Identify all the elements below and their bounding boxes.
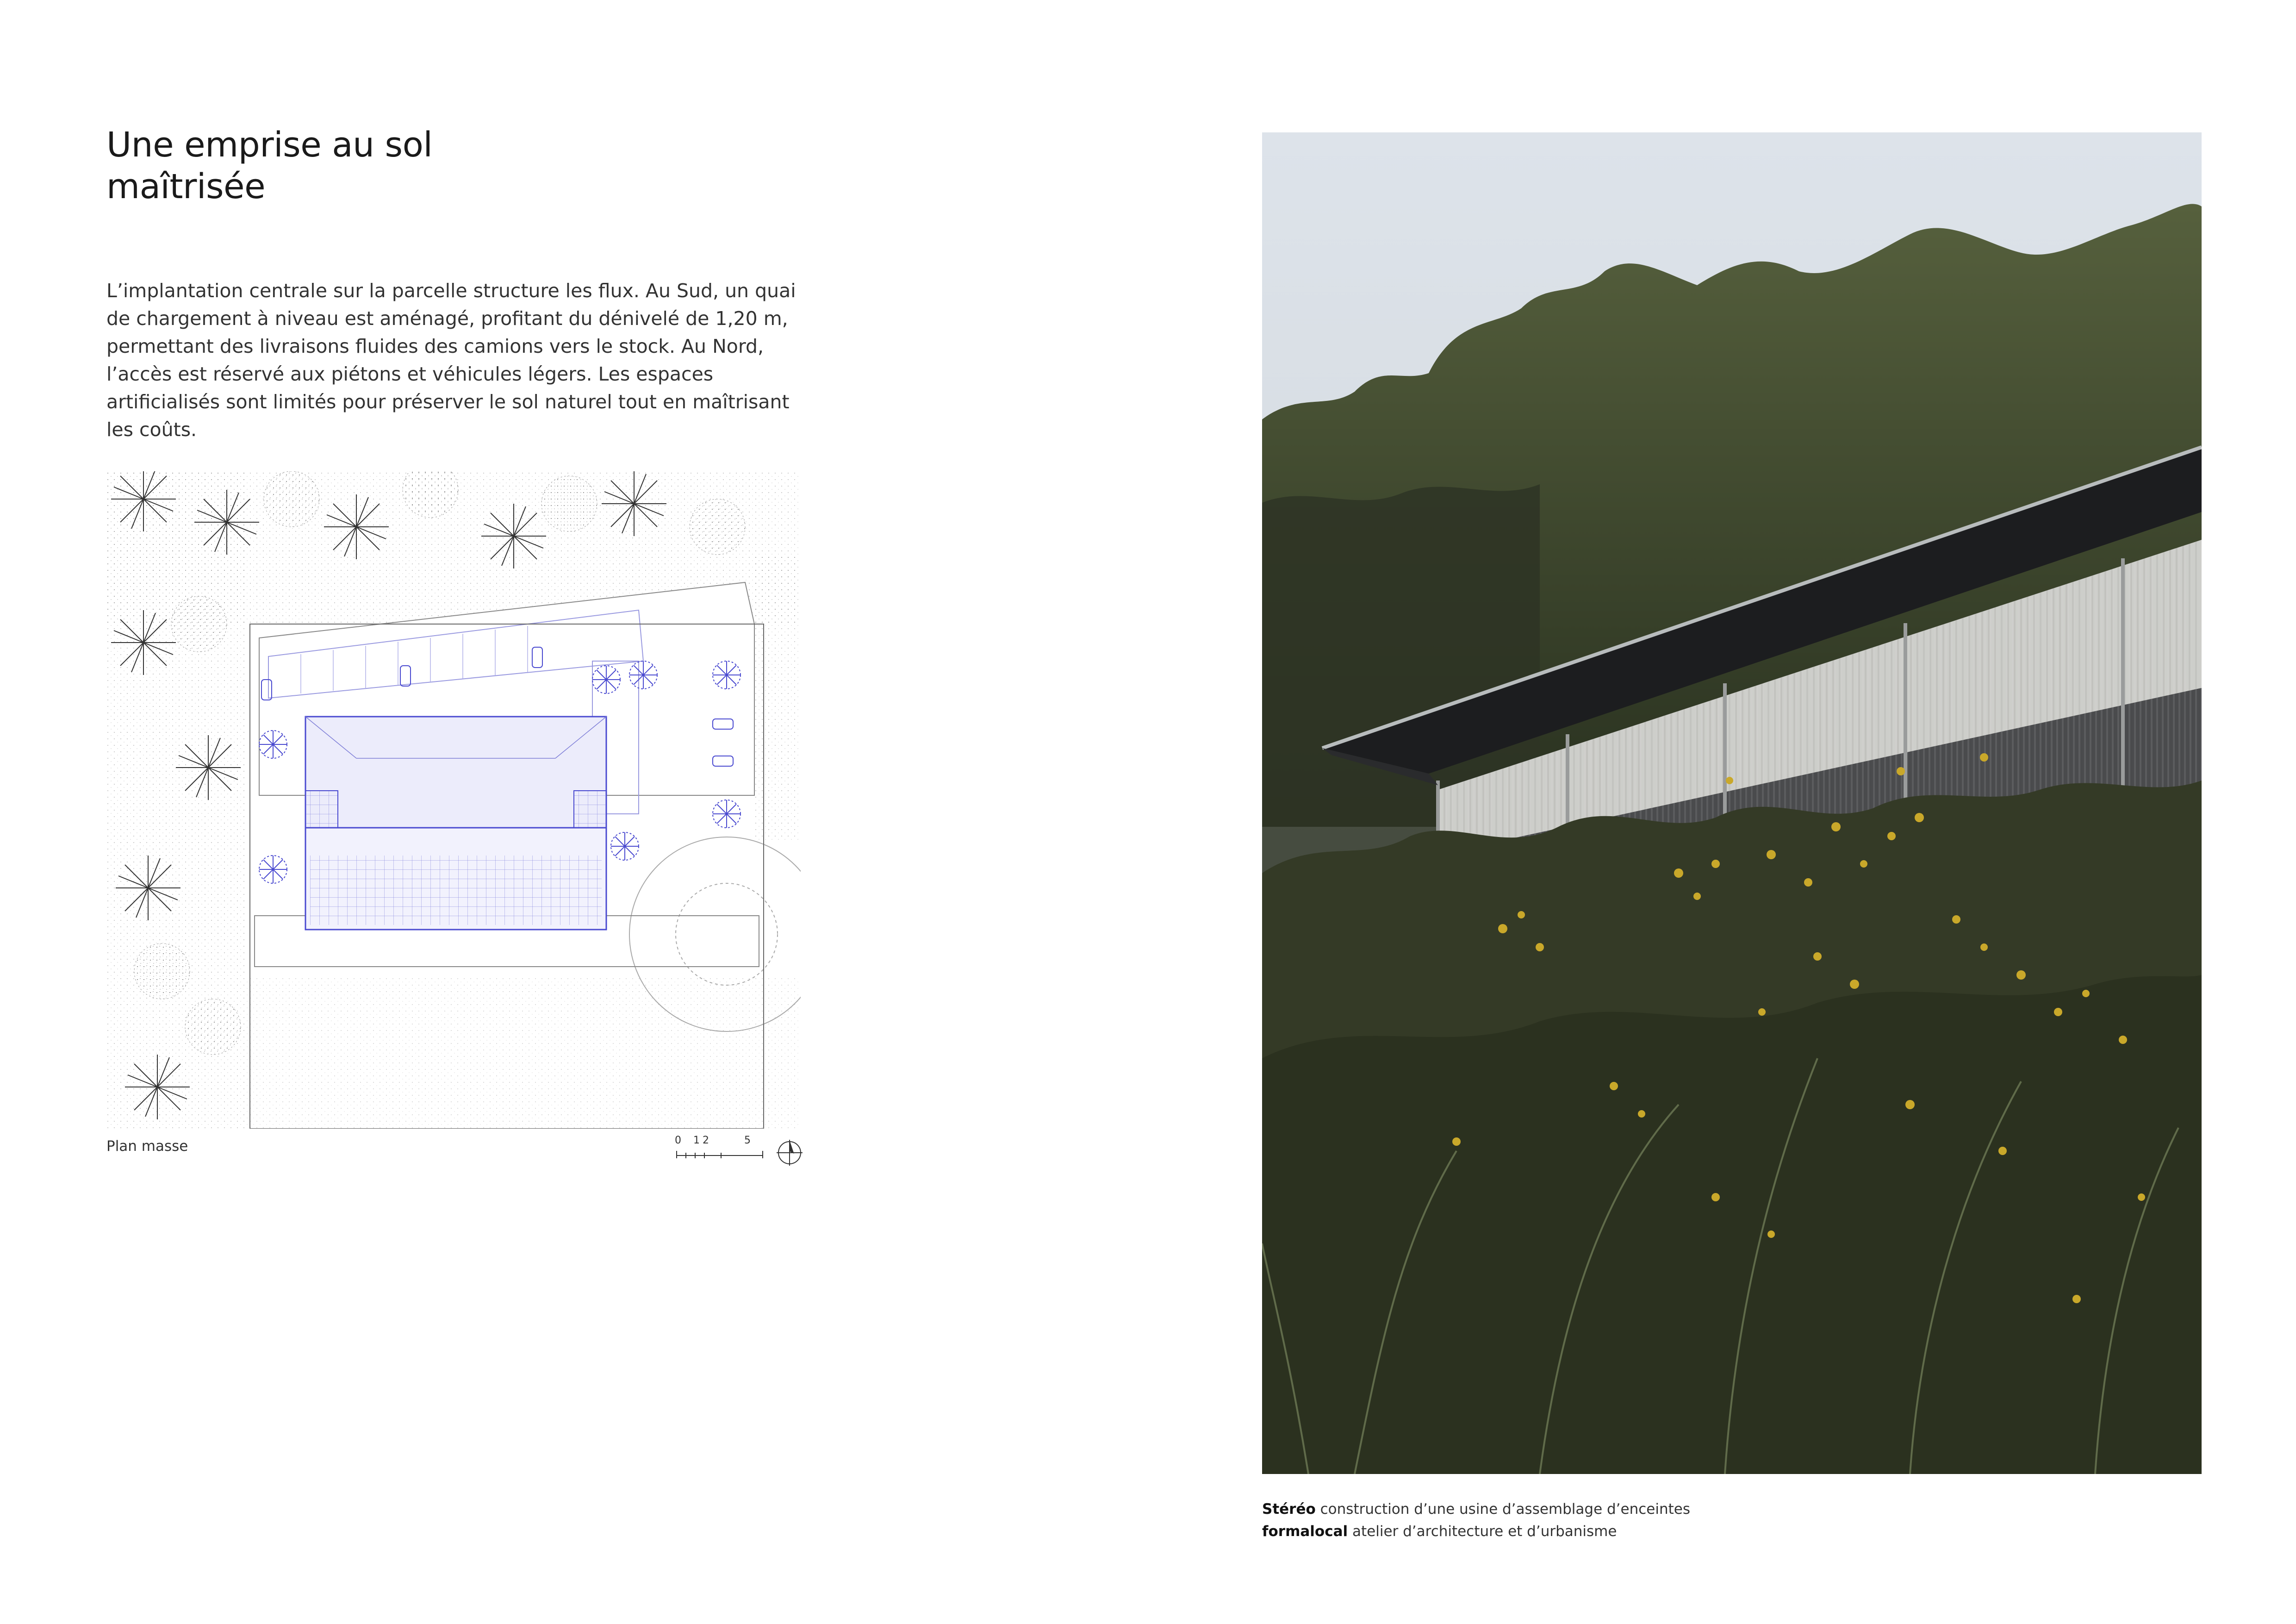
title-line-1: Une emprise au sol bbox=[106, 125, 433, 165]
site-plan-drawing bbox=[106, 471, 801, 1129]
scale-bar bbox=[675, 1132, 804, 1169]
credits-line-2 bbox=[1262, 1520, 1690, 1543]
scale-label-2: 2 bbox=[703, 1135, 709, 1146]
north-arrow-icon bbox=[777, 1140, 803, 1166]
title-line-2: maîtrisée bbox=[106, 167, 266, 206]
scale-label-5: 5 bbox=[744, 1135, 751, 1146]
credits-line-1 bbox=[1262, 1498, 1690, 1520]
project-description: construction d’une usine d’assemblage d’enceintes bbox=[1315, 1501, 1691, 1518]
scale-label-0: 0 bbox=[675, 1135, 681, 1146]
architect-description: atelier d’architecture et d’urbanisme bbox=[1348, 1523, 1617, 1540]
architect-name: formalocal bbox=[1262, 1523, 1348, 1540]
plan-caption: Plan masse bbox=[106, 1138, 188, 1155]
building-photograph bbox=[1262, 132, 2202, 1474]
page-title bbox=[106, 124, 432, 207]
client-name: Stéréo bbox=[1262, 1501, 1316, 1518]
scale-label-1: 1 bbox=[693, 1135, 700, 1146]
photo-credits bbox=[1262, 1498, 1690, 1543]
body-paragraph: L’implantation centrale sur la parcelle structure les flux. Au Sud, un quai de chargement à niveau est aménagé, profitant du dénivelé de 1,20 m, permettant des livraisons fluides des camions vers le stock. Au Nord, l’accès est réservé aux piétons et véhicules légers. Les espaces artificialisés sont limités pour préserver le sol naturel tout en maîtrisant les coûts. bbox=[106, 280, 796, 441]
